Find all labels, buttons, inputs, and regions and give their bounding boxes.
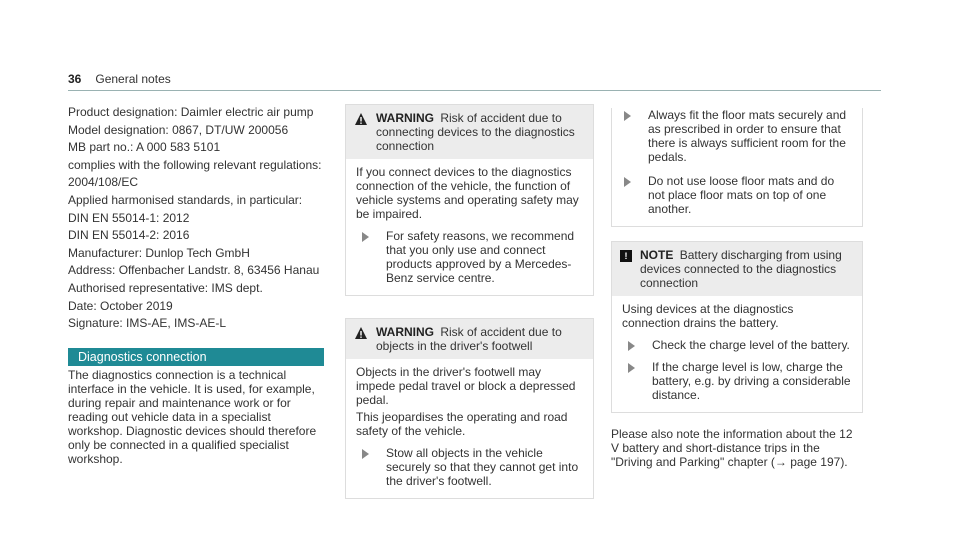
spec-line: Model designation: 0867, DT/UW 200056 [68, 122, 289, 137]
spec-line: Manufacturer: Dunlop Tech GmbH [68, 245, 250, 260]
spec-line: complies with the following relevant regulations: [68, 157, 322, 172]
spec-line: Date: October 2019 [68, 298, 173, 313]
note-title: Battery discharging from using devices connected to the diagnostics connection [640, 248, 842, 290]
note-header [612, 242, 862, 296]
warning-triangle-icon [354, 112, 368, 126]
spec-line: Applied harmonised standards, in particular: [68, 192, 303, 207]
spec-line: Signature: IMS-AE, IMS-AE-L [68, 316, 227, 331]
step-text: Stow all objects in the vehicle securely so that they cannot get into the driver's footwell. [386, 446, 579, 488]
spec-line: Authorised representative: IMS dept. [68, 280, 263, 295]
spec-line: DIN EN 55014-2: 2016 [68, 228, 190, 243]
warning-header [346, 105, 593, 159]
instruction-step [624, 108, 852, 164]
page-title: General notes [95, 72, 171, 86]
header-divider [68, 90, 881, 91]
specification-block [68, 104, 324, 333]
step-arrow-icon [624, 177, 638, 187]
note-body [612, 296, 862, 412]
spec-line: Address: Offenbacher Landstr. 8, 63456 Hanau [68, 263, 320, 278]
warning-keyword: WARNING [376, 111, 434, 125]
step-text: If the charge level is low, charge the battery, e.g. by driving a considerable distance. [652, 360, 851, 402]
step-text: Always fit the floor mats securely and as prescribed in order to ensure that there is always sufficient room for the pedals. [648, 108, 847, 164]
warning-text: Objects in the driver's footwell may impede pedal travel or block a depressed pedal. [356, 365, 576, 407]
step-arrow-icon [362, 449, 376, 459]
warning-box [345, 104, 594, 296]
column-left [68, 104, 324, 466]
instruction-step [362, 446, 583, 488]
footer-paragraph: Please also note the information about the 12 V battery and short-distance trips in the "Driving and Parking" chapter (→ page 197). [611, 427, 853, 469]
warning-body [346, 359, 593, 498]
spec-line: 2004/108/EC [68, 175, 139, 190]
note-keyword: NOTE [640, 248, 674, 262]
section-heading: Diagnostics connection [68, 348, 324, 366]
spec-line: Product designation: Daimler electric air pump [68, 105, 314, 119]
spec-line: MB part no.: A 000 583 5101 [68, 140, 221, 155]
column-right [611, 104, 863, 469]
column-middle [345, 104, 594, 513]
page-number: 36 [68, 72, 82, 86]
instruction-step [628, 360, 852, 402]
note-box [611, 241, 863, 413]
instruction-step [628, 338, 852, 352]
instruction-step [624, 174, 852, 216]
instruction-step [362, 229, 583, 285]
step-text: Check the charge level of the battery. [652, 338, 850, 352]
page-header [68, 72, 171, 86]
step-text: Do not use loose floor mats and do not place floor mats on top of one another. [648, 174, 835, 216]
step-arrow-icon [628, 363, 642, 373]
warning-body [346, 159, 593, 295]
warning-continued [611, 108, 863, 227]
warning-keyword: WARNING [376, 325, 434, 339]
spec-line: DIN EN 55014-1: 2012 [68, 210, 190, 225]
warning-title: Risk of accident due to connecting devices to the diagnostics connection [376, 111, 575, 153]
warning-text: If you connect devices to the diagnostics connection of the vehicle, the function of vehicle systems and operating safety may be impaired. [356, 165, 579, 221]
step-arrow-icon [628, 341, 642, 351]
step-arrow-icon [362, 232, 376, 242]
warning-title: Risk of accident due to objects in the driver's footwell [376, 325, 562, 353]
warning-header-text [376, 111, 583, 153]
warning-text: This jeopardises the operating and road safety of the vehicle. [356, 410, 568, 438]
note-header-text [640, 248, 852, 290]
warning-header-text [376, 325, 583, 353]
note-text: Using devices at the diagnostics connection drains the battery. [622, 302, 794, 330]
step-arrow-icon [624, 111, 638, 121]
warning-header [346, 319, 593, 359]
section-paragraph: The diagnostics connection is a technical interface in the vehicle. It is used, for example, during repair and maintenance work or for reading out vehicle data in a specialist workshop. Diagnostic devices should therefore only be connected in a qualified specialist workshop. [68, 367, 317, 466]
exclamation-icon: ! [620, 250, 632, 262]
step-text: For safety reasons, we recommend that you only use and connect products approved by a Mercedes-Benz service centre. [386, 229, 575, 285]
warning-box [345, 318, 594, 499]
warning-triangle-icon [354, 326, 368, 340]
